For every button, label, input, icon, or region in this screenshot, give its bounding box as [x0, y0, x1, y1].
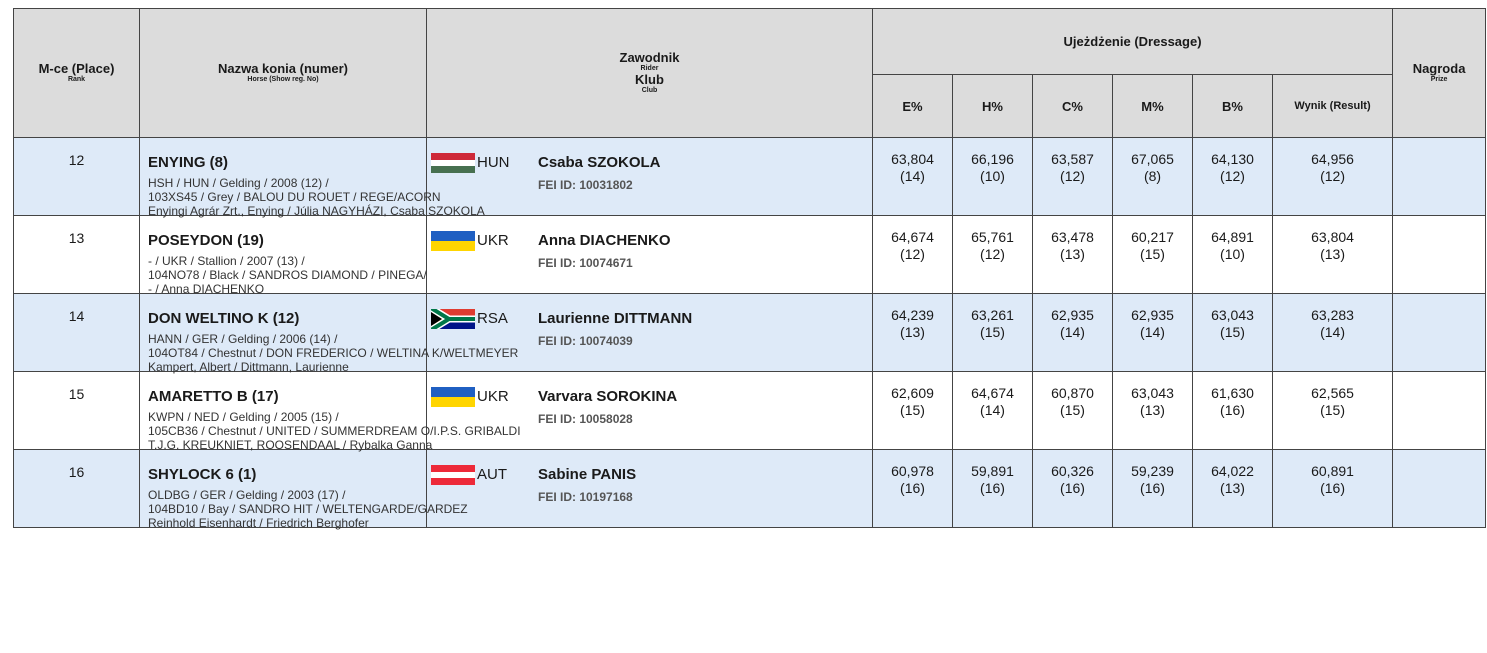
score-value: 60,870	[1051, 385, 1094, 401]
score-rank: (12)	[1320, 168, 1345, 184]
horse-cell	[140, 450, 468, 530]
flag-hun-icon	[431, 153, 475, 173]
score-rank: (14)	[1320, 324, 1345, 340]
score-result	[1273, 450, 1393, 528]
score-rank: (8)	[1143, 168, 1162, 184]
horse-info-line-2: 105CB36 / Chestnut / UNITED / SUMMERDREAM O/I.P.S. GRIBALDI	[148, 424, 521, 438]
rider-cell	[427, 372, 873, 450]
header-prize-label: Nagroda	[1412, 61, 1466, 76]
score-e	[873, 372, 953, 450]
rider-name: Varvara SOROKINA	[538, 388, 678, 405]
horse-info-line-1: HANN / GER / Gelding / 2006 (14) /	[148, 332, 338, 346]
score-rank: (13)	[1140, 402, 1165, 418]
header-club-sub: Club	[641, 87, 658, 94]
horse-name: SHYLOCK 6 (1)	[148, 466, 257, 483]
score-c	[1033, 138, 1113, 216]
horse-info-line-3: Reinhold Eisenhardt / Friedrich Berghofer	[148, 516, 369, 530]
header-rider-club	[427, 9, 873, 138]
score-rank: (15)	[980, 324, 1005, 340]
horse-name: ENYING (8)	[148, 154, 229, 171]
score-value: 63,804	[1311, 229, 1354, 245]
score-rank: (10)	[1220, 246, 1245, 262]
score-value: 60,326	[1051, 463, 1094, 479]
score-value: 61,630	[1211, 385, 1254, 401]
score-value: 60,978	[891, 463, 934, 479]
score-m	[1113, 294, 1193, 372]
header-horse-label: Nazwa konia (numer)	[217, 61, 349, 76]
header-judge-c: C%	[1033, 75, 1113, 138]
flag-ukr-icon	[431, 387, 475, 407]
score-rank: (16)	[1220, 402, 1245, 418]
header-place-sub: Rank	[67, 76, 86, 83]
score-rank: (16)	[1140, 480, 1165, 496]
header-judge-e: E%	[873, 75, 953, 138]
rider-name: Csaba SZOKOLA	[538, 154, 661, 171]
score-m	[1113, 138, 1193, 216]
rank-cell: 12	[14, 138, 140, 216]
header-judge-m: M%	[1113, 75, 1193, 138]
header-club-label: Klub	[635, 72, 664, 87]
horse-info-line-1: OLDBG / GER / Gelding / 2003 (17) /	[148, 488, 346, 502]
score-result	[1273, 294, 1393, 372]
header-prize-sub: Prize	[1430, 76, 1448, 83]
horse-info-line-2: 104BD10 / Bay / SANDRO HIT / WELTENGARDE/GARDEZ	[148, 502, 468, 516]
score-h	[953, 294, 1033, 372]
score-value: 60,891	[1311, 463, 1354, 479]
score-value: 66,196	[971, 151, 1014, 167]
header-horse-sub: Horse (Show reg. No)	[247, 76, 319, 83]
rider-cell	[427, 138, 873, 216]
horse-info-line-2: 104NO78 / Black / SANDROS DIAMOND / PINEGA/	[148, 268, 427, 282]
table-row	[14, 450, 1486, 528]
score-rank: (13)	[1220, 480, 1245, 496]
flag-rsa-icon	[431, 309, 475, 329]
score-value: 64,956	[1311, 151, 1354, 167]
score-value: 65,761	[971, 229, 1014, 245]
score-rank: (15)	[1140, 246, 1165, 262]
score-result	[1273, 372, 1393, 450]
score-rank: (15)	[1060, 402, 1085, 418]
score-value: 64,891	[1211, 229, 1254, 245]
score-h	[953, 216, 1033, 294]
score-value: 62,935	[1131, 307, 1174, 323]
results-body	[14, 138, 1486, 528]
score-value: 64,239	[891, 307, 934, 323]
score-rank: (13)	[1060, 246, 1085, 262]
fei-id: FEI ID: 10058028	[538, 412, 633, 426]
rank-cell: 16	[14, 450, 140, 528]
score-value: 63,804	[891, 151, 934, 167]
nation-code: UKR	[477, 232, 509, 249]
header-result: Wynik (Result)	[1273, 75, 1393, 138]
score-value: 62,565	[1311, 385, 1354, 401]
rider-name: Anna DIACHENKO	[538, 232, 671, 249]
horse-info-line-1: KWPN / NED / Gelding / 2005 (15) /	[148, 410, 339, 424]
horse-cell	[140, 138, 485, 218]
flag-ukr-icon	[431, 231, 475, 251]
score-value: 64,674	[971, 385, 1014, 401]
score-rank: (16)	[900, 480, 925, 496]
score-rank: (15)	[1220, 324, 1245, 340]
header-rider-sub: Rider	[640, 65, 659, 72]
score-rank: (15)	[900, 402, 925, 418]
score-result	[1273, 138, 1393, 216]
rank-cell: 13	[14, 216, 140, 294]
score-value: 59,239	[1131, 463, 1174, 479]
score-e	[873, 216, 953, 294]
score-e	[873, 294, 953, 372]
score-m	[1113, 450, 1193, 528]
prize-cell	[1393, 216, 1486, 294]
score-e	[873, 138, 953, 216]
table-row	[14, 216, 1486, 294]
score-rank: (13)	[1320, 246, 1345, 262]
horse-name: AMARETTO B (17)	[148, 388, 279, 405]
score-rank: (14)	[980, 402, 1005, 418]
score-value: 63,043	[1211, 307, 1254, 323]
score-value: 63,261	[971, 307, 1014, 323]
results-table	[13, 8, 1486, 528]
score-rank: (14)	[1140, 324, 1165, 340]
fei-id: FEI ID: 10197168	[538, 490, 633, 504]
score-rank: (13)	[900, 324, 925, 340]
header-dressage	[873, 9, 1393, 75]
rider-name: Laurienne DITTMANN	[538, 310, 693, 327]
header-prize	[1393, 9, 1486, 138]
score-value: 62,609	[891, 385, 934, 401]
score-m	[1113, 372, 1193, 450]
score-rank: (12)	[1220, 168, 1245, 184]
score-value: 62,935	[1051, 307, 1094, 323]
score-b	[1193, 216, 1273, 294]
rider-cell	[427, 294, 873, 372]
score-rank: (16)	[980, 480, 1005, 496]
nation-code: AUT	[477, 466, 507, 483]
horse-name: POSEYDON (19)	[148, 232, 264, 249]
rider-cell	[427, 216, 873, 294]
horse-info-line-3: Enyingi Agrár Zrt., Enying / Júlia NAGYHÁZI, Csaba SZOKOLA	[148, 204, 485, 218]
prize-cell	[1393, 294, 1486, 372]
horse-info-line-3: - / Anna DIACHENKO	[148, 282, 265, 296]
table-row	[14, 372, 1486, 450]
score-b	[1193, 372, 1273, 450]
header-judge-b: B%	[1193, 75, 1273, 138]
prize-cell	[1393, 372, 1486, 450]
horse-info-line-1: - / UKR / Stallion / 2007 (13) /	[148, 254, 305, 268]
horse-cell	[140, 216, 427, 294]
flag-aut-icon	[431, 465, 475, 485]
nation-code: UKR	[477, 388, 509, 405]
score-h	[953, 138, 1033, 216]
horse-info-line-1: HSH / HUN / Gelding / 2008 (12) /	[148, 176, 329, 190]
score-value: 63,587	[1051, 151, 1094, 167]
header-place-label: M-ce (Place)	[38, 61, 115, 76]
score-value: 64,022	[1211, 463, 1254, 479]
table-row	[14, 294, 1486, 372]
score-m	[1113, 216, 1193, 294]
nation-code: RSA	[477, 310, 508, 327]
score-result	[1273, 216, 1393, 294]
header-horse	[140, 9, 427, 138]
rider-name: Sabine PANIS	[538, 466, 637, 483]
header-rider-label: Zawodnik	[619, 50, 680, 65]
score-value: 64,674	[891, 229, 934, 245]
score-h	[953, 372, 1033, 450]
score-c	[1033, 294, 1113, 372]
header-judge-h: H%	[953, 75, 1033, 138]
score-rank: (10)	[980, 168, 1005, 184]
score-rank: (12)	[900, 246, 925, 262]
horse-name: DON WELTINO K (12)	[148, 310, 300, 327]
score-rank: (12)	[980, 246, 1005, 262]
score-value: 63,478	[1051, 229, 1094, 245]
score-value: 63,283	[1311, 307, 1354, 323]
score-rank: (16)	[1060, 480, 1085, 496]
score-h	[953, 450, 1033, 528]
horse-info-line-3: T.J.G. KREUKNIET, ROOSENDAAL / Rybalka Ganna	[148, 438, 433, 452]
horse-info-line-3: Kampert, Albert / Dittmann, Laurienne	[148, 360, 349, 374]
prize-cell	[1393, 450, 1486, 528]
table-row	[14, 138, 1486, 216]
score-c	[1033, 372, 1113, 450]
score-c	[1033, 216, 1113, 294]
score-value: 67,065	[1131, 151, 1174, 167]
score-rank: (15)	[1320, 402, 1345, 418]
results-table-wrapper	[13, 8, 1485, 528]
score-value: 64,130	[1211, 151, 1254, 167]
prize-cell	[1393, 138, 1486, 216]
fei-id: FEI ID: 10074039	[538, 334, 633, 348]
score-c	[1033, 450, 1113, 528]
score-value: 63,043	[1131, 385, 1174, 401]
fei-id: FEI ID: 10031802	[538, 178, 633, 192]
score-value: 60,217	[1131, 229, 1174, 245]
horse-info-line-2: 103XS45 / Grey / BALOU DU ROUET / REGE/ACORN	[148, 190, 441, 204]
rank-cell: 15	[14, 372, 140, 450]
score-rank: (14)	[900, 168, 925, 184]
score-b	[1193, 450, 1273, 528]
fei-id: FEI ID: 10074671	[538, 256, 633, 270]
score-e	[873, 450, 953, 528]
score-rank: (16)	[1320, 480, 1345, 496]
score-rank: (14)	[1060, 324, 1085, 340]
score-value: 59,891	[971, 463, 1014, 479]
score-b	[1193, 138, 1273, 216]
header-place	[14, 9, 140, 138]
score-b	[1193, 294, 1273, 372]
horse-info-line-2: 104OT84 / Chestnut / DON FREDERICO / WELTINA K/WELTMEYER	[148, 346, 519, 360]
rank-cell: 14	[14, 294, 140, 372]
nation-code: HUN	[477, 154, 510, 171]
rider-cell	[427, 450, 873, 528]
header-dressage-label: Ujeżdżenie (Dressage)	[1063, 33, 1202, 49]
score-rank: (12)	[1060, 168, 1085, 184]
